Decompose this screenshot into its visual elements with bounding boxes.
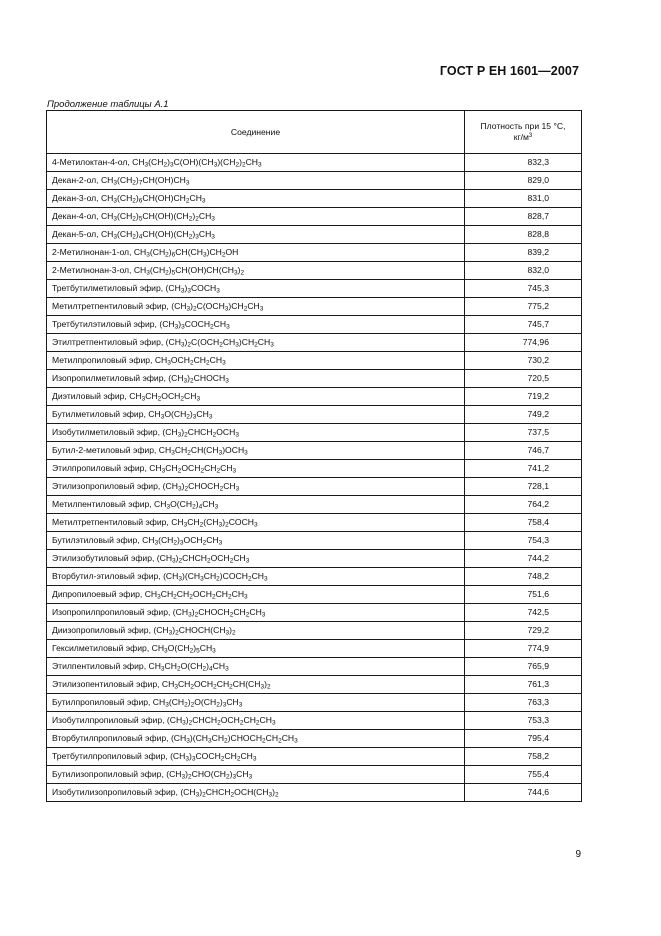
compound-formula: $(CH_3)_3COCH_2CH_2CH_3$ [170,751,257,763]
compound-name: Бутилизопропиловый эфир, [52,769,167,779]
compound-name: Метилпентиловый эфир, [52,499,155,509]
density-value: 795,4 [465,730,582,748]
compound-formula: $CH_3O(CH_2)_4CH_3$ [154,499,219,511]
compound-name: Декан-3-ол, [52,193,101,203]
compound-name: Третбутилэтиловый эфир, [52,319,160,329]
compound-name: Третбутилпропиловый эфир, [52,751,171,761]
compound-formula: $(CH_3)_2CHO(CH_2)_3CH_3$ [166,769,253,781]
compound-formula: $(CH_3)_3COCH_2CH_3$ [159,319,230,331]
compound-cell [47,622,465,640]
density-value: 730,2 [465,352,582,370]
table-row [47,784,582,802]
compound-name: Бутилметиловый эфир, [52,409,149,419]
compound-cell [47,370,465,388]
header-compound: Соединение [47,111,465,154]
density-value: 753,3 [465,712,582,730]
table-row [47,172,582,190]
density-value: 749,2 [465,406,582,424]
density-value: 741,2 [465,460,582,478]
compound-cell [47,568,465,586]
table-row [47,370,582,388]
table-row [47,388,582,406]
density-value: 746,7 [465,442,582,460]
compound-cell [47,154,465,172]
density-value: 758,2 [465,748,582,766]
compound-name: Этилтретпентиловый эфир, [52,337,166,347]
table-row [47,460,582,478]
table-row [47,748,582,766]
compound-formula: $CH_3CH_2OCH_2CH_3$ [129,391,201,403]
density-value: 754,3 [465,532,582,550]
compound-cell [47,496,465,514]
compound-cell [47,586,465,604]
compound-cell [47,262,465,280]
compound-cell [47,316,465,334]
density-value: 774,96 [465,334,582,352]
compound-name: 4-Метилоктан-4-ол, [52,157,133,167]
compound-cell [47,550,465,568]
density-value: 737,5 [465,424,582,442]
density-value: 828,8 [465,226,582,244]
header-density-unit: кг/м [513,132,529,142]
compound-formula: $CH_3CH_2OCH_2CH_2CH(CH_3)_2$ [161,679,271,691]
density-value: 745,7 [465,316,582,334]
compound-formula: $CH_3(CH_2)_6CH(OH)CH_2CH_3$ [100,193,206,205]
compound-name: 2-Метилнонан-1-ол, [52,247,134,257]
density-value: 763,3 [465,694,582,712]
density-value: 720,5 [465,370,582,388]
compound-name: Изобутилизопропиловый эфир, [52,787,181,797]
table-row [47,424,582,442]
compound-formula: $CH_3(CH_2)_3C(OH)(CH_3)(CH_2)_2CH_3$ [132,157,262,169]
density-value: 744,6 [465,784,582,802]
table-row [47,262,582,280]
compound-formula: $(CH_3)(CH_3CH_2)COCH_2CH_3$ [163,571,268,583]
compound-cell [47,694,465,712]
density-value: 839,2 [465,244,582,262]
density-value: 764,2 [465,496,582,514]
density-value: 751,6 [465,586,582,604]
compound-cell [47,766,465,784]
compound-formula: $CH_3(CH_2)_5CH(OH)CH(CH_3)_2$ [133,265,245,277]
compound-cell [47,334,465,352]
table-row [47,532,582,550]
table-row [47,604,582,622]
compound-formula: $CH_3CH_2OCH_2CH_2CH_3$ [149,463,237,475]
table-row [47,406,582,424]
compound-cell [47,190,465,208]
compound-cell [47,532,465,550]
table-row [47,712,582,730]
standard-code: ГОСТ Р ЕН 1601—2007 [439,64,579,78]
table-row [47,280,582,298]
compound-formula: $CH_3(CH_2)_5CH(OH)(CH_2)_2CH_3$ [100,211,215,223]
compound-formula: $CH_3(CH_2)_6CH(CH_3)CH_2OH$ [133,247,239,259]
table-row [47,208,582,226]
compound-formula: $(CH_3)_2C(OCH_3)CH_2CH_3$ [171,301,264,313]
compound-name: Изобутилпропиловый эфир, [52,715,167,725]
density-value: 831,0 [465,190,582,208]
table-row [47,568,582,586]
page-number: 9 [575,849,581,860]
table-row [47,514,582,532]
density-value: 829,0 [465,172,582,190]
density-value: 744,2 [465,550,582,568]
compound-name: Дипропилоевый эфир, [52,589,145,599]
compound-name: Этилпентиловый эфир, [52,661,149,671]
table-row [47,244,582,262]
table-row [47,334,582,352]
compound-cell [47,406,465,424]
compound-formula: $(CH_3)_2CHCH_2OCH(CH_3)_2$ [180,787,279,799]
compound-cell [47,208,465,226]
table-row [47,316,582,334]
compound-formula: $(CH_3)_2CHOCH_2CH_3$ [162,481,240,493]
compound-name: Этилизопентиловый эфир, [52,679,162,689]
table-row [47,298,582,316]
header-density [465,111,582,154]
compound-formula: $CH_3CH_2CH(CH_3)OCH_3$ [158,445,248,457]
density-value: 748,2 [465,568,582,586]
compound-formula: $(CH_3)_3COCH_3$ [165,283,220,295]
compound-formula: $CH_3(CH_2)_4CH(OH)(CH_2)_3CH_3$ [100,229,215,241]
compound-name: Метилпропиловый эфир, [52,355,155,365]
table-row [47,154,582,172]
compound-formula: $CH_3CH_2(CH_3)_2COCH_3$ [171,517,258,529]
table-row [47,550,582,568]
compound-cell [47,514,465,532]
density-value: 775,2 [465,298,582,316]
density-value: 765,9 [465,658,582,676]
table-body [47,154,582,802]
compound-formula: $CH_3CH_2CH_2OCH_2CH_2CH_3$ [144,589,248,601]
table-row [47,658,582,676]
compound-formula: $CH_3O(CH_2)_5CH_3$ [151,643,216,655]
compound-formula: $CH_3(CH_2)_2O(CH_2)_3CH_3$ [152,697,243,709]
compound-cell [47,388,465,406]
compound-name: Метилтретпентиловый эфир, [52,517,172,527]
compound-name: Изопропилпропиловый эфир, [52,607,173,617]
compound-formula: $(CH_3)_2CHCH_2OCH_2CH_2CH_3$ [166,715,276,727]
compound-formula: $(CH_3)(CH_3CH_2)CHOCH_2CH_2CH_3$ [170,733,298,745]
table-row [47,766,582,784]
compound-formula: $CH_3CH_2O(CH_2)_4CH_3$ [148,661,229,673]
density-value: 832,3 [465,154,582,172]
density-value: 832,0 [465,262,582,280]
compound-cell [47,748,465,766]
compound-name: 2-Метилнонан-3-ол, [52,265,134,275]
compound-cell [47,712,465,730]
compound-cell [47,784,465,802]
table-caption: Продолжение таблицы А.1 [47,99,169,110]
table-row [47,496,582,514]
compound-name: Этилизобутиловый эфир, [52,553,157,563]
compound-cell [47,730,465,748]
compound-name: Метилтретпентиловый эфир, [52,301,172,311]
compound-formula: $CH_3(CH_2)_7CH(OH)CH_3$ [100,175,190,187]
compound-cell [47,424,465,442]
compound-name: Декан-5-ол, [52,229,101,239]
table-row [47,730,582,748]
density-value: 774,9 [465,640,582,658]
compound-name: Этилизопропиловый эфир, [52,481,163,491]
density-value: 828,7 [465,208,582,226]
table-row [47,352,582,370]
table-row [47,694,582,712]
compound-formula: $(CH_3)_2CHCH_2OCH_3$ [162,427,239,439]
compound-name: Вторбутилпропиловый эфир, [52,733,171,743]
compound-name: Диэтиловый эфир, [52,391,130,401]
compound-cell [47,460,465,478]
density-value: 728,1 [465,478,582,496]
table-row [47,676,582,694]
compound-formula: $CH_3OCH_2CH_2CH_3$ [154,355,226,367]
header-density-label: Плотность при 15 °С, [480,121,566,131]
compound-formula: $(CH_3)_2C(OCH_2CH_3)CH_2CH_3$ [165,337,274,349]
header-density-unit-power: 3 [528,133,533,139]
density-value: 745,3 [465,280,582,298]
compound-cell [47,604,465,622]
compound-name: Этилпропиловый эфир, [52,463,150,473]
compound-name: Бутил-2-метиловый эфир, [52,445,159,455]
compound-cell [47,442,465,460]
density-value: 755,4 [465,766,582,784]
compound-formula: $(CH_3)_2CHOCH(CH_3)_2$ [153,625,236,637]
compound-name: Декан-4-ол, [52,211,101,221]
compound-cell [47,226,465,244]
compound-name: Третбутилметиловый эфир, [52,283,166,293]
density-value: 742,5 [465,604,582,622]
compound-cell [47,658,465,676]
compound-cell [47,478,465,496]
compound-formula: $CH_3(CH_2)_3OCH_2CH_3$ [142,535,223,547]
table-row [47,640,582,658]
compound-cell [47,298,465,316]
compound-formula: $(CH_3)_2CHCH_2OCH_2CH_3$ [156,553,250,565]
table-row [47,190,582,208]
table-row [47,478,582,496]
table-row [47,226,582,244]
compound-cell [47,352,465,370]
compound-formula: $CH_3O(CH_2)_3CH_3$ [148,409,213,421]
compound-name: Вторбутил-этиловый эфир, [52,571,164,581]
compound-cell [47,280,465,298]
compound-cell [47,640,465,658]
density-value: 719,2 [465,388,582,406]
compound-name: Диизопропиловый эфир, [52,625,154,635]
compound-name: Изобутилметиловый эфир, [52,427,163,437]
compound-name: Изопропилметиловый эфир, [52,373,169,383]
table-header-row [47,111,582,154]
compound-name: Декан-2-ол, [52,175,101,185]
density-value: 761,3 [465,676,582,694]
compound-cell [47,172,465,190]
compound-cell [47,244,465,262]
table-row [47,622,582,640]
compound-name: Бутилэтиловый эфир, [52,535,143,545]
density-table [46,110,582,802]
table-row [47,586,582,604]
table-row [47,442,582,460]
density-value: 729,2 [465,622,582,640]
density-value: 758,4 [465,514,582,532]
compound-name: Бутилпропиловый эфир, [52,697,153,707]
compound-formula: $(CH_3)_2CHOCH_2CH_2CH_3$ [172,607,266,619]
compound-name: Гексилметиловый эфир, [52,643,152,653]
compound-formula: $(CH_3)_2CHOCH_3$ [168,373,229,385]
compound-cell [47,676,465,694]
